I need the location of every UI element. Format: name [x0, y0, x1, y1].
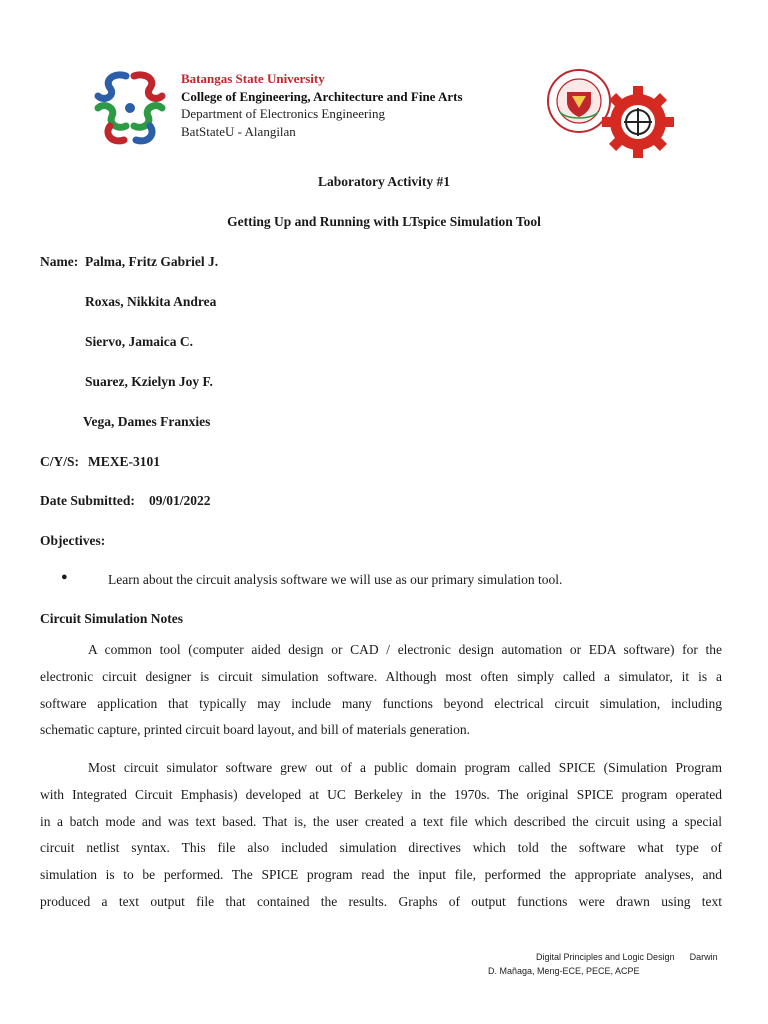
footer-line-2: D. Mañaga, Meng-ECE, PECE, ACPE [488, 966, 640, 976]
paragraph-line: circuit netlist syntax. This file also included simulation directives which told the software what type of [40, 840, 722, 856]
paragraph-line: software application that typically may include many functions beyond electrical circuit simulation, including [40, 695, 722, 711]
paragraph-line: schematic capture, printed circuit board layout, and bill of materials generation. [40, 722, 470, 738]
section-label: C/Y/S: [40, 454, 80, 469]
date-label: Date Submitted: [40, 493, 135, 508]
name-entry: Siervo, Jamaica C. [85, 334, 193, 349]
paragraph-line: with Integrated Circuit Emphasis) developed at UC Berkeley in the 1970s. The original SPICE program operated [40, 786, 722, 802]
names-label: Name: [40, 254, 79, 269]
bullet-icon: ● [61, 571, 68, 583]
engineering-gear-logo [600, 84, 676, 160]
paragraph-1 [40, 637, 722, 744]
notes-heading: Circuit Simulation Notes [40, 611, 184, 626]
activity-title: Laboratory Activity #1 [318, 174, 450, 189]
paragraph-line: A common tool (computer aided design or CAD / electronic design automation or EDA software) for the [88, 642, 722, 657]
date-value: 09/01/2022 [149, 493, 211, 508]
campus-name: BatStateU - Alangilan [181, 123, 296, 139]
paragraph-line: in a batch mode and was text based. That is, the user created a text file which described the circuit using a special [40, 813, 722, 829]
paragraph-line: simulation is to be performed. The SPICE program read the input file, performed the appropriate analyses, and [40, 867, 722, 883]
section-value: MEXE-3101 [88, 454, 160, 469]
department-name: Department of Electronics Engineering [181, 106, 385, 121]
footer-line-1: Digital Principles and Logic Design Darwin [536, 952, 718, 962]
name-entry: Roxas, Nikkita Andrea [85, 294, 217, 309]
cobra-logo [90, 68, 170, 148]
activity-subtitle: Getting Up and Running with LTspice Simulation Tool [227, 214, 541, 229]
name-entry: Vega, Dames Franxies [83, 414, 211, 429]
name-entry: Palma, Fritz Gabriel J. [85, 254, 219, 269]
objective-item: Learn about the circuit analysis software we will use as our primary simulation tool. [108, 572, 563, 587]
paragraph-line: Most circuit simulator software grew out of a public domain program called SPICE (Simulation Program [88, 760, 722, 775]
objectives-heading: Objectives: [40, 533, 106, 548]
college-name: College of Engineering, Architecture and Fine Arts [181, 88, 463, 104]
paragraph-line: electronic circuit designer is circuit simulation software. Although most often simply called a simulator, it is a [40, 668, 722, 684]
paragraph-2 [40, 755, 722, 916]
name-entry: Suarez, Kzielyn Joy F. [85, 374, 213, 389]
paragraph-line: produced a text output file that contained the results. Graphs of output functions were drawn using text [40, 893, 722, 909]
letterhead-text [181, 70, 521, 140]
university-name: Batangas State University [181, 71, 325, 86]
